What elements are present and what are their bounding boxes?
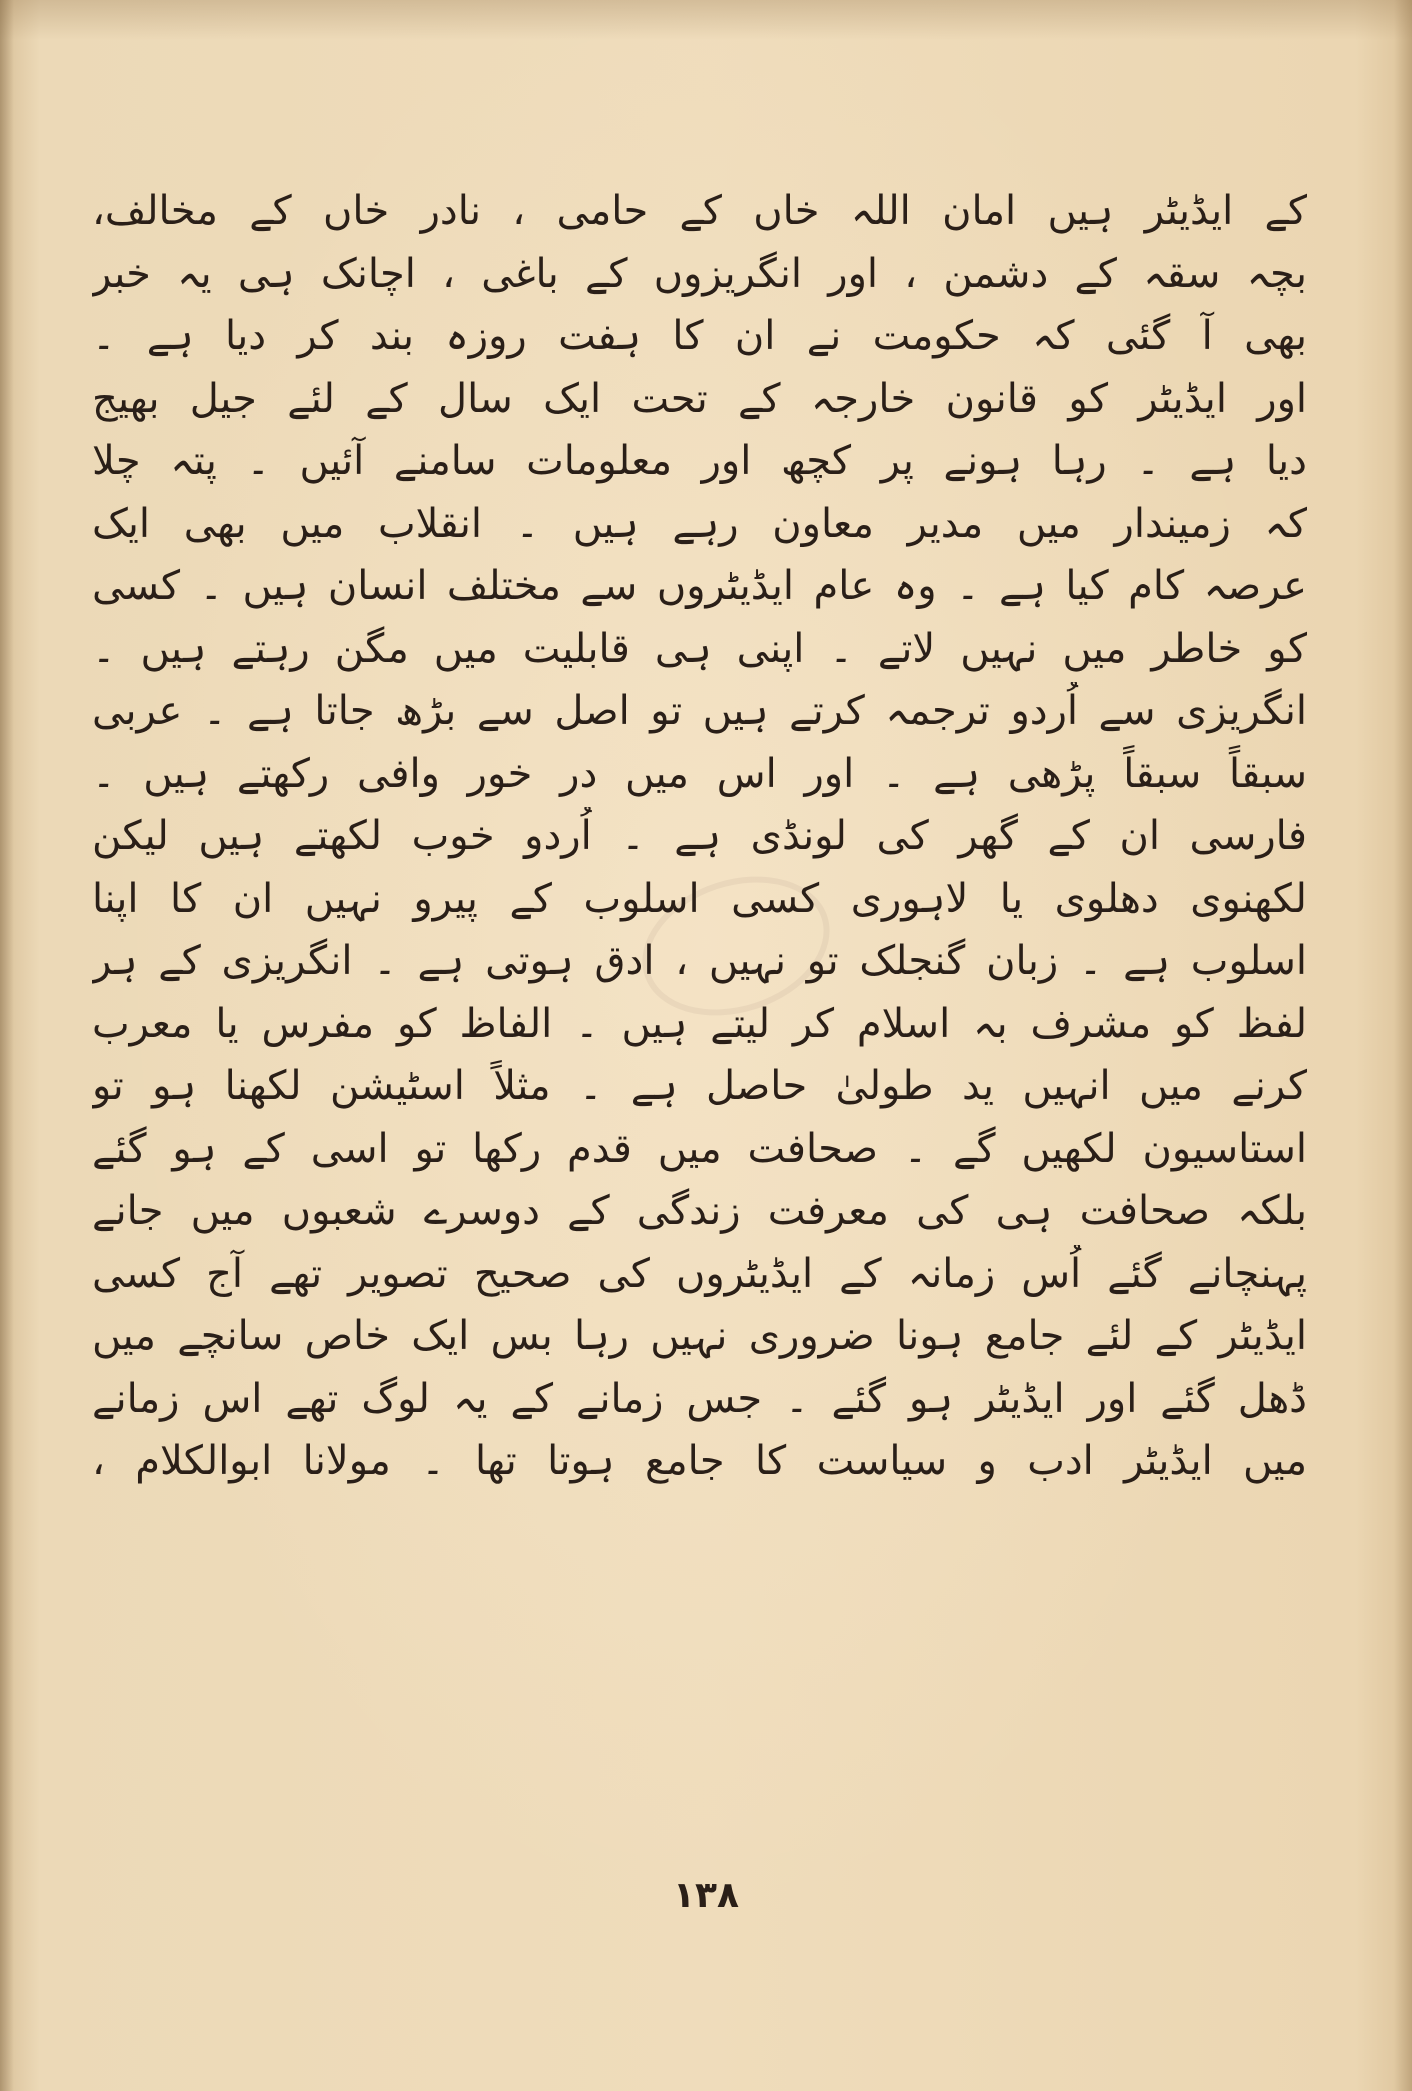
- text-line-21: میں ایڈیٹر ادب و سیاست کا جامع ہوتا تھا ۔ مولانا ابوالکلام ،: [92, 1438, 1307, 1484]
- urdu-body-text: [92, 182, 1307, 1495]
- text-line-2: بچہ سقہ کے دشمن ، اور انگریزوں کے باغی ، اچانک ہی یہ خبر: [92, 250, 1307, 297]
- page-number: ۱۳۸: [673, 1875, 739, 1916]
- text-line-6: کہ زمیندار میں مدیر معاون رہے ہیں ۔ انقلاب میں بھی ایک: [92, 500, 1307, 547]
- text-line-13: اسلوب ہے ۔ زبان گنجلک تو نہیں ، ادق ہوتی ہے ۔ انگریزی کے ہر: [92, 938, 1307, 984]
- text-line-7: عرصہ کام کیا ہے ۔ وہ عام ایڈیٹروں سے مختلف انسان ہیں ۔ کسی: [92, 563, 1307, 609]
- text-line-9: انگریزی سے اُردو ترجمہ کرتے ہیں تو اصل سے بڑھ جاتا ہے ۔ عربی: [92, 688, 1307, 734]
- text-line-10: سبقاً سبقاً پڑھی ہے ۔ اور اس میں در خور وافی رکھتے ہیں ۔: [92, 750, 1307, 797]
- text-line-19: ایڈیٹر کے لئے جامع ہونا ضروری نہیں رہا بس ایک خاص سانچے میں: [92, 1313, 1307, 1359]
- text-line-17: بلکہ صحافت ہی کی معرفت زندگی کے دوسرے شعبوں میں جانے: [92, 1188, 1307, 1234]
- text-line-18: پہنچانے گئے اُس زمانہ کے ایڈیٹروں کی صحیح تصویر تھے آج کسی: [92, 1250, 1307, 1297]
- text-line-12: لکھنوی دھلوی یا لاہوری کسی اسلوب کے پیرو نہیں ان کا اپنا: [92, 875, 1307, 922]
- text-line-11: فارسی ان کے گھر کی لونڈی ہے ۔ اُردو خوب لکھتے ہیں لیکن: [92, 813, 1307, 859]
- text-line-4: اور ایڈیٹر کو قانون خارجہ کے تحت ایک سال کے لئے جیل بھیج: [92, 375, 1307, 422]
- text-line-1: کے ایڈیٹر ہیں امان اللہ خاں کے حامی ، نادر خاں کے مخالف،: [92, 188, 1307, 234]
- text-line-20: ڈھل گئے اور ایڈیٹر ہو گئے ۔ جس زمانے کے یہ لوگ تھے اس زمانے: [92, 1375, 1307, 1422]
- text-line-14: لفظ کو مشرف بہ اسلام کر لیتے ہیں ۔ الفاظ کو مفرس یا معرب: [92, 1000, 1307, 1047]
- page-outer-edge: [1394, 0, 1412, 2091]
- text-line-8: کو خاطر میں نہیں لاتے ۔ اپنی ہی قابلیت میں مگن رہتے ہیں ۔: [92, 625, 1307, 672]
- text-line-5: دیا ہے ۔ رہا ہونے پر کچھ اور معلومات سامنے آئیں ۔ پتہ چلا: [92, 438, 1307, 484]
- text-line-15: کرنے میں انہیں ید طولیٰ حاصل ہے ۔ مثلاً اسٹیشن لکھنا ہو تو: [92, 1063, 1307, 1109]
- text-line-16: استاسیون لکھیں گے ۔ صحافت میں قدم رکھا تو اسی کے ہو گئے: [92, 1125, 1307, 1172]
- page-binding-edge: [0, 0, 14, 2091]
- page-top-shadow: [0, 0, 1412, 40]
- text-line-3: بھی آ گئی کہ حکومت نے ان کا ہفت روزہ بند کر دیا ہے ۔: [92, 313, 1307, 359]
